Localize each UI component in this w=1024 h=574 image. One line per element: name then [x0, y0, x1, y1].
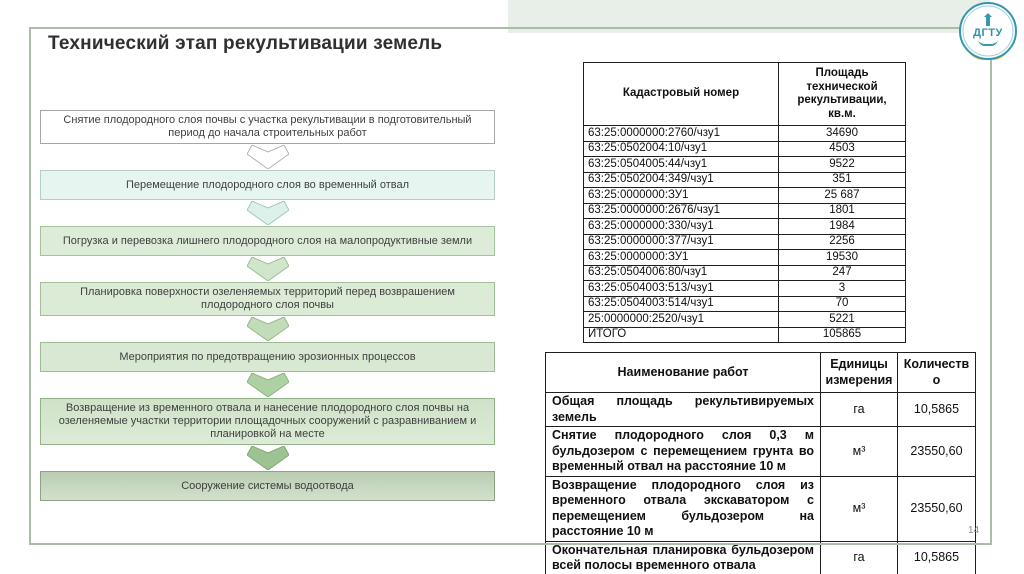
slide-title: Технический этап рекультивации земель [48, 33, 443, 54]
flowchart-step: Планировка поверхности озеленяемых территорий перед возврашением плодородного слоя почвы [40, 282, 495, 316]
table-cell: 63:25:0502004:349/чзу1 [584, 172, 779, 188]
table-cell: га [821, 393, 898, 427]
table-cell: 105865 [779, 327, 906, 343]
table-cell: Снятие плодородного слоя 0,3 м бульдозером с перемещением грунта во временный отвал на расстояние 10 м [546, 427, 821, 477]
flowchart-step: Мероприятия по предотвращению эрозионных процессов [40, 342, 495, 372]
flowchart [40, 110, 495, 501]
table-cell: Окончательная планировка бульдозером всей полосы временного отвала [546, 541, 821, 574]
table-cell: 63:25:0000000:ЗУ1 [584, 188, 779, 204]
table-cell: 19530 [779, 250, 906, 266]
top-decorative-band [508, 0, 990, 33]
table-cell: 34690 [779, 126, 906, 142]
table-row [584, 265, 906, 281]
table-row [584, 203, 906, 219]
logo-circle [959, 2, 1017, 60]
down-arrow-icon [247, 373, 289, 397]
table-cell: м³ [821, 476, 898, 541]
table-cell: 5221 [779, 312, 906, 328]
table-cell: 3 [779, 281, 906, 297]
works-table [545, 352, 976, 574]
page-number: 14 [968, 525, 980, 536]
table-cell: 25 687 [779, 188, 906, 204]
down-arrow-icon [247, 317, 289, 341]
down-arrow-icon [247, 201, 289, 225]
table-cell: 25:0000000:2520/чзу1 [584, 312, 779, 328]
table-cell: Возвращение плодородного слоя из временного отвала экскаватором с перемещением бульдозером на расстояние 10 м [546, 476, 821, 541]
table-row [584, 327, 906, 343]
table-row [584, 141, 906, 157]
table-row [584, 219, 906, 235]
table-row [546, 427, 976, 477]
logo-tower-icon [986, 17, 990, 26]
table-cell: 63:25:0000000:330/чзу1 [584, 219, 779, 235]
down-arrow-icon [247, 446, 289, 470]
table-cell: 1801 [779, 203, 906, 219]
table-cell: 63:25:0504005:44/чзу1 [584, 157, 779, 173]
table-row [584, 126, 906, 142]
table-cell: 9522 [779, 157, 906, 173]
table-row [584, 250, 906, 266]
table-row [584, 157, 906, 173]
table-cell: 351 [779, 172, 906, 188]
flowchart-step: Сооружение системы водоотвода [40, 471, 495, 501]
column-header: Кадастровый номер [584, 63, 779, 126]
column-header: Площадь технической рекультивации, кв.м. [779, 63, 906, 126]
table-cell: 63:25:0000000:377/чзу1 [584, 234, 779, 250]
table-cell: 63:25:0000000:2760/чзу1 [584, 126, 779, 142]
table-row [584, 296, 906, 312]
table-cell: 63:25:0504006:80/чзу1 [584, 265, 779, 281]
table-row [546, 476, 976, 541]
table-cell: Общая площадь рекультивируемых земель [546, 393, 821, 427]
down-arrow-icon [247, 257, 289, 281]
table-row [584, 188, 906, 204]
table-row [584, 312, 906, 328]
column-header: Наименование работ [546, 353, 821, 393]
table-cell: 1984 [779, 219, 906, 235]
cadastral-table [583, 62, 906, 343]
table-cell: 2256 [779, 234, 906, 250]
table-cell: 23550,60 [898, 427, 976, 477]
logo-acronym: ДГТУ [973, 26, 1003, 39]
flowchart-step: Перемещение плодородного слоя во временный отвал [40, 170, 495, 200]
table-cell: 63:25:0504003:514/чзу1 [584, 296, 779, 312]
table-cell: 70 [779, 296, 906, 312]
flowchart-step: Погрузка и перевозка лишнего плодородного слоя на малопродуктивные земли [40, 226, 495, 256]
table-cell: м³ [821, 427, 898, 477]
flowchart-step: Снятие плодородного слоя почвы с участка рекультивации в подготовительный период до начала строительных работ [40, 110, 495, 144]
table-row [584, 234, 906, 250]
table-row [584, 172, 906, 188]
table-cell: 10,5865 [898, 393, 976, 427]
table-cell: ИТОГО [584, 327, 779, 343]
table-row [584, 281, 906, 297]
table-cell: 4503 [779, 141, 906, 157]
logo-book-line-icon [978, 39, 998, 46]
table-cell: га [821, 541, 898, 574]
table-row [546, 393, 976, 427]
table-cell: 10,5865 [898, 541, 976, 574]
table-cell: 23550,60 [898, 476, 976, 541]
table-row [546, 541, 976, 574]
table-cell: 63:25:0000000:ЗУ1 [584, 250, 779, 266]
university-logo [956, 1, 1020, 65]
table-cell: 63:25:0000000:2676/чзу1 [584, 203, 779, 219]
table-cell: 247 [779, 265, 906, 281]
column-header: Единицы измерения [821, 353, 898, 393]
table-cell: 63:25:0504003:513/чзу1 [584, 281, 779, 297]
table-cell: 63:25:0502004:10/чзу1 [584, 141, 779, 157]
column-header: Количество [898, 353, 976, 393]
flowchart-step: Возвращение из временного отвала и нанесение плодородного слоя почвы на озеленяемые участки территории площадочных сооружений с разравниванием и планировкой на месте [40, 398, 495, 445]
down-arrow-icon [247, 145, 289, 169]
